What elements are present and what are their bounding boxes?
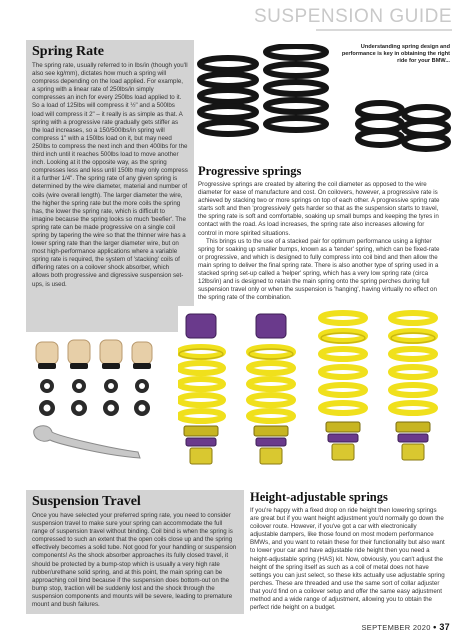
progressive-springs-para-2: This brings us to the use of a stacked pair for optimum performance using a lighter spring for soaking up smaller bumps, known as a 'tender' spring, which can be fixed-rate or progressive, and which is designed to fully compress into coil bind and then allow the main spring to deliver the final spring rate. There is also another type of spring used in a stacked spring set-up called a 'helper' spring, which has a very low spring rate (circa 12lbs/in) and is designed to retain the main spring onto the spring perches during full suspension travel only or when the suspension is 'hanging', having virtually no effect on the spring rate of the combination. [198, 237, 440, 302]
progressive-springs-title: Progressive springs [198, 164, 302, 178]
spring-rate-title: Spring Rate [32, 44, 104, 59]
header-rule [316, 29, 452, 31]
progressive-springs-section [198, 164, 442, 302]
height-adjustable-text: If you're happy with a fixed drop on ride height then lowering springs are great but if you want height adjustment you'd normally go down the coilover route. However, if you've got a car with electronically adjustable dampers, like those found on most modern performance BMWs, and you want to retain these for their functionality but also want to lower your car and have adjustable ride height then you need a height-adjustable spring (HAS) kit. Now, obviously, you can't adjust the height of the spring itself as such as a coil of metal does not have settings you can just select, so these kits actually use adjustable spring perches. These are threaded and use the same sort of collar adjuster that you'd find on a coilover setup and offer the same easy adjustment method and a wide range of adjustment, allowing you to obtain the perfect ride height on a budget. [250, 507, 445, 612]
coilover-springs-photo [178, 306, 448, 482]
spring-rate-box [26, 40, 194, 332]
page-number: 37 [439, 622, 450, 632]
progressive-springs-para-1: Progressive springs are created by altering the coil diameter as opposed to the wire diameter for ease of manufacture and cost. On coilovers, however, a progressive rate is achieved by stacking two or more springs on top of each other. A progressive spring rate starts soft and then 'progressively' gets harder so that as the suspension starts to travel, the spring rate is soft and comfortable, soaking up small bumps and keeping the tyres in contact with the road. As load increases, the spring rate also increases allowing for control in more spirited situations. [198, 181, 440, 237]
suspension-travel-text: Once you have selected your preferred spring rate, you need to consider suspension travel to make sure your spring can accommodate the full range of suspension travel without binding. Coil bind is when the spring is compressed to such an extent that the open coils close up and the spring effectively becomes a solid tube. Not good for your handling or suspension components! As the shock absorber approaches its fully closed travel, it should be protected by a bump-stop which is usually a very high rate rubber/urethane solid spring, and at this point, the main spring can be approaching coil bind because if the suspension does bottom-out on the bump stop, traction will be suddenly lost and the shock through the suspension components and mounts will be severe, leading to premature mount and bush failures. [32, 512, 237, 609]
page-footer: SEPTEMBER 2020 • 37 [361, 622, 450, 632]
spring-components-photo [28, 334, 158, 464]
height-adjustable-title: Height-adjustable springs [250, 490, 388, 504]
issue-date: SEPTEMBER 2020 [361, 623, 431, 632]
section-title: SUSPENSION GUIDE [253, 6, 452, 27]
spring-rate-text: The spring rate, usually referred to in lbs/in (though you'll also see kg/mm), dictates how much a spring will compress depending on the load applied. For example, a spring with a linear rate of 250lbs/in simply compresses an inch for every 250lbs load applied to it. So a load of 125lbs will compress it ½" and a 500lbs load will compress it 2" – it really is as simple as that. A spring with a progressive rate gradually gets stiffer as the load increases, so a 150/500lbs/in spring will compress 1" with a 150lbs load on it, but may need 250lbs to compress the next inch and then 400lbs for the third inch until it reaches 500lbs load to move another inch. Looking at it the opposite way, as the spring compresses less and less until 150lb may only compress it a further 1/4". The spring rate of any given spring is determined by the wire diameter, material and number of coils (wire overall length). The larger diameter the wire, the higher the spring rate but the more coils the spring has, the lower the spring rate, which is difficult to imagine because the spring looks so much 'beefier'. The spring rate can be made progressive on a single coil spring by tapering the wire so that the thinner wire has a lower spring rate than the larger diameter wire, but on most high-performance applications where a variable spring rate is required, the system of 'stacking' coils of differing rates on a coilover shock absorber, which allows both progressive and digressive suspension set-ups, is used. [32, 62, 188, 288]
photo-caption: Understanding spring design and performance is key in obtaining the right ride for your BMW... [341, 44, 450, 64]
suspension-travel-box [26, 490, 244, 614]
suspension-travel-title: Suspension Travel [32, 494, 141, 509]
height-adjustable-section [250, 490, 446, 612]
